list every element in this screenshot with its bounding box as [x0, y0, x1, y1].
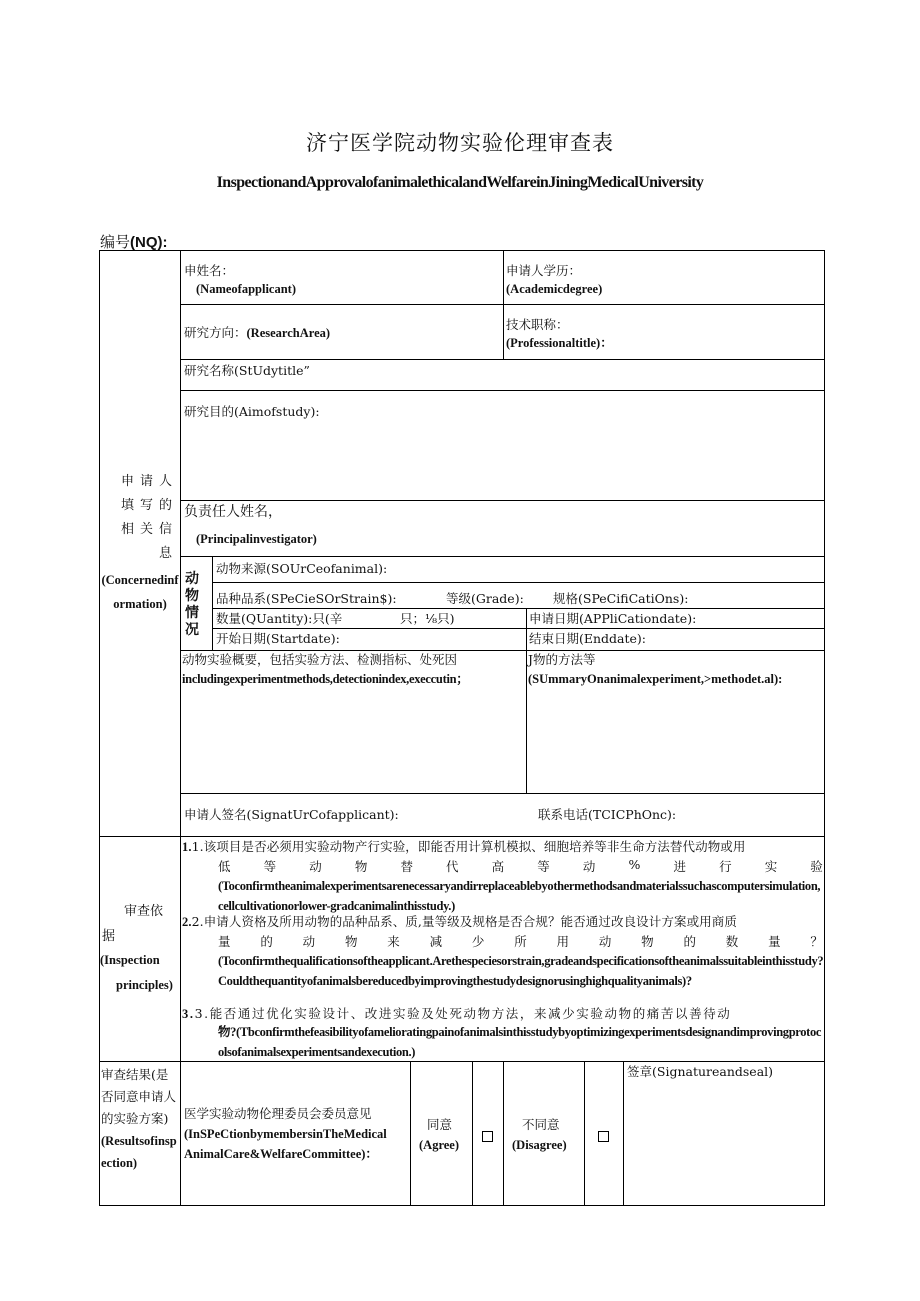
professional-title-label-en: (Professionaltitle)：: [506, 336, 613, 350]
principle-2-text-cn-cont: [218, 932, 823, 950]
professional-title-label-cn: 技术职称：: [506, 317, 569, 332]
agree-label-en: (Agree): [419, 1138, 460, 1152]
stretched-char: 动: [309, 859, 322, 874]
study-aim-label: 研究目的(Aimofstudy):: [184, 404, 320, 419]
stretched-char: 高: [491, 859, 505, 874]
stretched-char: 动: [582, 859, 596, 874]
disagree-checkbox[interactable]: [598, 1131, 609, 1142]
signature-seal-label: 签章(Signatureandseal): [627, 1064, 774, 1079]
animal-species-label: 品种品系(SPeCieSOrStrain$):: [216, 591, 397, 606]
applicant-signature-label: 申请人签名(SignatUrCofapplicant):: [184, 807, 399, 822]
stretched-char: 物: [344, 934, 358, 949]
disagree-label-cn: 不同意: [522, 1117, 560, 1132]
stretched-char: 等: [263, 859, 277, 874]
applicant-name-label-en: (Nameofapplicant): [196, 282, 296, 296]
animal-source-label: 动物来源(SOUrCeofanimal):: [216, 561, 388, 576]
animal-grade-label: 等级(Grade):: [446, 591, 524, 606]
animal-quantity-breakdown: 只；⅛只): [400, 611, 455, 626]
principle-1-text-en: (Toconfirmtheanimalexperimentsarenecessaryandirreplaceablebyothermethodsandmaterialssuchascomputersimulation,cellcultivationorlower-gradcanimalinthisstudy.): [218, 879, 821, 913]
academic-degree-label-cn: 申请人学历：: [506, 263, 582, 278]
principle-3-text-cn: 3.3.能否通过优化实验设计、改进实验及处死动物方法，来减少实验动物的痛苦以善待动: [182, 1006, 732, 1021]
stretched-char: 量: [218, 934, 231, 949]
contact-phone-label: 联系电话(TCICPhOnc):: [538, 807, 677, 822]
animal-quantity-label: 数量(QUantity):只(辛: [216, 611, 343, 626]
applicant-side-label: [104, 470, 178, 566]
principle-1-text-cn: 1.1.该项目是否必须用实验动物产行实验，即能否用计算机模拟、细胞培养等非生命方法替代动物或用: [182, 839, 746, 854]
serial-label-en: (NQ):: [130, 234, 168, 251]
principle-1-text-cn-cont: [218, 857, 823, 875]
start-date-label: 开始日期(Startdate):: [216, 631, 340, 646]
stretched-char: 等: [537, 859, 550, 874]
inspection-side-label-en-2: principles): [116, 978, 173, 992]
form-title-en: InspectionandApprovalofanimalethicalandWelfareinJiningMedicalUniversity: [216, 174, 704, 191]
stretched-char: 用: [556, 934, 570, 949]
stretched-char: 代: [446, 859, 459, 874]
stretched-char: 物: [354, 859, 368, 874]
serial-number-label: [100, 231, 168, 252]
stretched-char: 动: [302, 934, 316, 949]
stretched-char: 物: [641, 934, 654, 949]
principal-investigator-label-cn: 负责任人姓名，: [184, 504, 282, 520]
stretched-char: 替: [400, 859, 413, 874]
committee-opinion-label-en-1: (InSPeCtionbymembersinTheMedical: [184, 1127, 387, 1141]
agree-label-cn: 同意: [427, 1117, 453, 1132]
stretched-char: 进: [673, 859, 686, 874]
committee-opinion-label-en-2: AnimalCare&WelfareCommittee)：: [184, 1147, 378, 1161]
inspection-side-label-en-1: (Inspection: [100, 953, 160, 967]
committee-opinion-label-cn: 医学实验动物伦理委员会委员意见: [184, 1106, 372, 1121]
summary-label-en: includingexperimentmethods,detectionindex,execcutin；: [182, 672, 469, 686]
stretched-char: %: [628, 857, 641, 872]
summary-continued-cn: J物的方法等: [528, 652, 596, 667]
principle-2-text-en: (Toconfirmthequalificationsoftheapplicant.Arethespeciesorstrain,gradeandspecificationsoftheanimalssuitableinthisstudy?Couldthequantityofanimalsbereducedbyimprovingthestudydesignorusinghighqualityanimals)?: [218, 954, 824, 988]
stretched-char: 所: [514, 934, 527, 949]
agree-checkbox[interactable]: [482, 1131, 493, 1142]
principle-2-text-cn: 2.2.申请人资格及所用动物的品种品系、质,量等级及规格是否合规？能否通过改良设计方案或用商质: [182, 914, 737, 929]
stretched-char: 的: [683, 934, 696, 949]
stretched-char: 低: [218, 859, 231, 874]
stretched-char: 量: [768, 934, 781, 949]
summary-continued-en: (SUmmaryOnanimalexperiment,>methodet.al):: [528, 672, 783, 686]
stretched-char: 实: [764, 859, 778, 874]
serial-label-cn: 编号: [100, 233, 131, 251]
form-title-cn: 济宁医学院动物实验伦理审查表: [306, 131, 614, 155]
stretched-char: 减: [429, 934, 443, 949]
principal-investigator-label-en: (Principalinvestigator): [196, 532, 317, 546]
stretched-char: 验: [810, 859, 823, 874]
stretched-char: 数: [725, 934, 739, 949]
stretched-char: 的: [260, 934, 273, 949]
stretched-char: 来: [387, 934, 400, 949]
inspection-side-label-cn-2: 据: [102, 929, 116, 944]
animal-specification-label: 规格(SPeCifiCatiOns):: [553, 591, 689, 606]
animal-info-label: 动物情况: [185, 571, 199, 638]
result-side-label: [101, 1064, 179, 1174]
application-date-label: 申请日期(APPliCationdate):: [529, 611, 697, 626]
stretched-char: 行: [719, 859, 732, 874]
principle-3-text-en: 物?(Tbconfirmthefeasibilityofamelioratingpainofanimalsinthisstudybyoptimizingexperimentsdesignandimprovingprotocolsofanimalsexperimentsandexecution.): [218, 1025, 822, 1059]
research-area-label: 研究方向：(ResearchArea): [184, 325, 331, 340]
applicant-name-label-cn: 申姓名：: [184, 263, 235, 278]
stretched-char: 动: [598, 934, 612, 949]
result-side-label-en: (Resultsofinspection): [101, 1134, 177, 1170]
result-side-label-cn: 审查结果(是否同意申请人的实验方案): [101, 1067, 177, 1126]
end-date-label: 结束日期(Enddate):: [529, 631, 647, 646]
stretched-char: ？: [810, 934, 823, 949]
applicant-side-label-cn: 申请人填写的相关信息: [120, 474, 178, 561]
inspection-side-label-cn-1: 审查依: [124, 904, 164, 919]
study-title-label: 研究名称(StUdytitle”: [184, 363, 310, 378]
disagree-label-en: (Disagree): [512, 1138, 567, 1152]
stretched-char: 少: [471, 934, 485, 949]
applicant-side-label-en: (Concernedinformation): [101, 573, 179, 611]
academic-degree-label-en: (Academicdegree): [506, 282, 603, 296]
summary-label-cn: 动物实验概要，包括实验方法、检测指标、处死因: [182, 652, 458, 667]
